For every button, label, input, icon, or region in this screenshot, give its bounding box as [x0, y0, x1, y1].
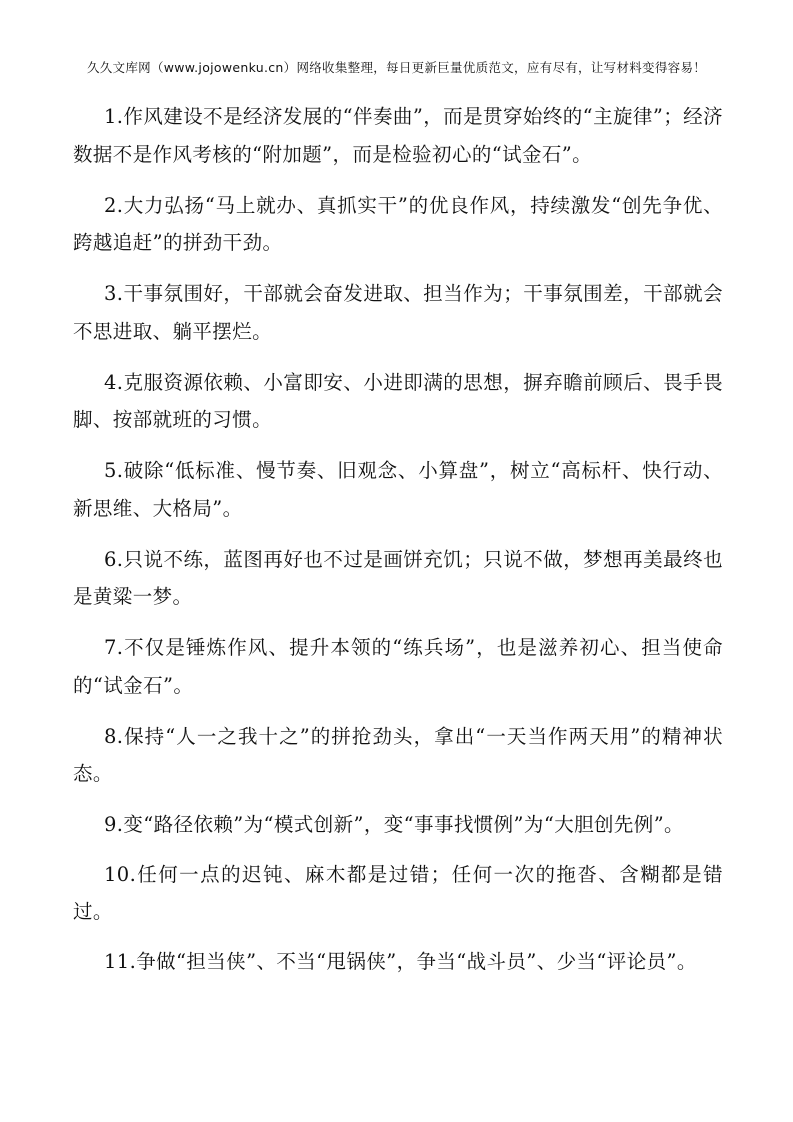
page-header: 久久文库网（www.jojowenku.cn）网络收集整理，每日更新巨量优质范文，应有尽有，让写材料变得容易！: [86, 60, 707, 75]
paragraph-6: 6.只说不练，蓝图再好也不过是画饼充饥；只说不做，梦想再美最终也是黄粱一梦。: [73, 547, 723, 608]
paragraph-7: 7.不仅是锤炼作风、提升本领的“练兵场”，也是滋养初心、担当使命的“试金石”。: [73, 636, 723, 697]
paragraph-8: 8.保持“人一之我十之”的拼抢劲头，拿出“一天当作两天用”的精神状态。: [73, 724, 723, 785]
paragraph-1: 1.作风建设不是经济发展的“伴奏曲”，而是贯穿始终的“主旋律”；经济数据不是作风考核的“附加题”，而是检验初心的“试金石”。: [73, 105, 723, 166]
paragraph-3: 3.干事氛围好，干部就会奋发进取、担当作为；干事氛围差，干部就会不思进取、躺平摆烂。: [73, 282, 723, 343]
paragraph-9: 9.变“路径依赖”为“模式创新”，变“事事找惯例”为“大胆创先例”。: [104, 813, 684, 836]
document-body: [73, 98, 723, 992]
paragraph-4: 4.克服资源依赖、小富即安、小进即满的思想，摒弃瞻前顾后、畏手畏脚、按部就班的习惯。: [73, 370, 723, 431]
paragraph-11: 11.争做“担当侠”、不当“甩锅侠”，争当“战斗员”、少当“评论员”。: [104, 949, 697, 973]
paragraph-5: 5.破除“低标准、慢节奏、旧观念、小算盘”，树立“高标杆、快行动、新思维、大格局”。: [73, 459, 723, 520]
paragraph-2: 2.大力弘扬“马上就办、真抓实干”的优良作风，持续激发“创先争优、跨越追赶”的拼劲干劲。: [73, 193, 723, 254]
paragraph-10: 10.任何一点的迟钝、麻木都是过错；任何一次的拖沓、含糊都是错过。: [73, 862, 723, 923]
